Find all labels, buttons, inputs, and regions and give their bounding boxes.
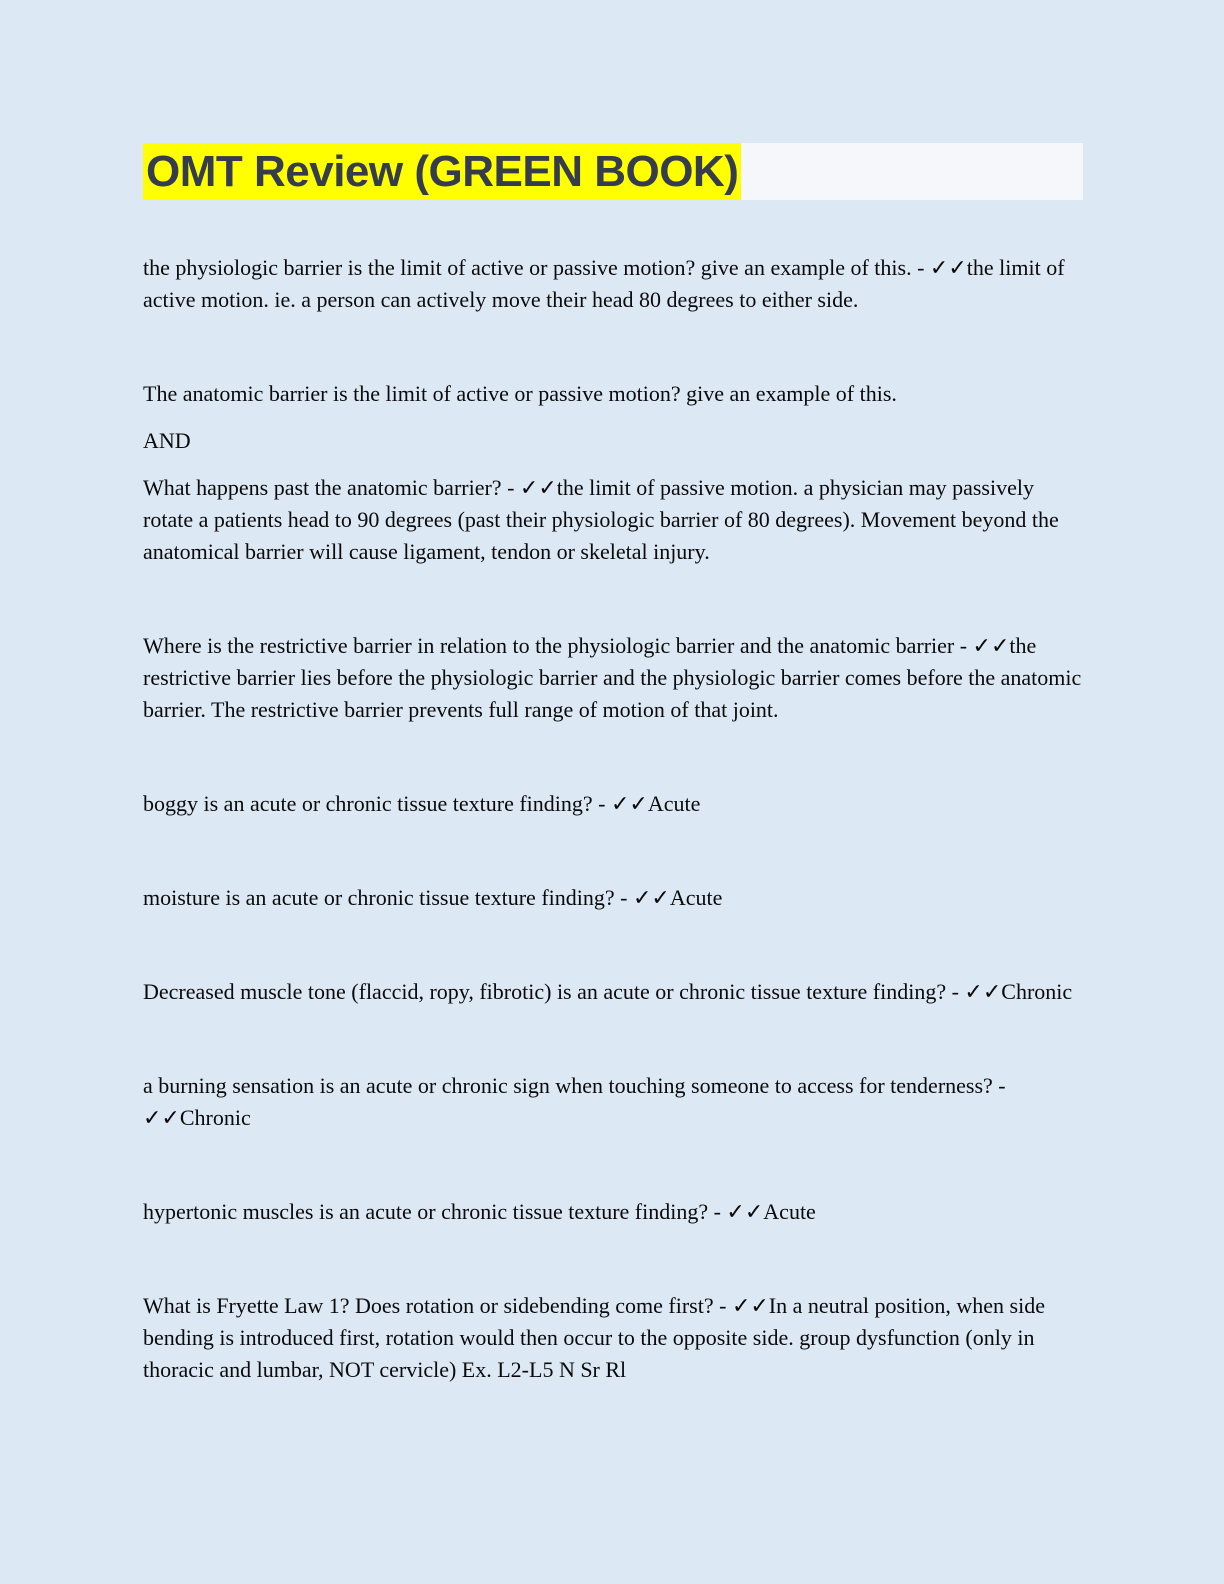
page-title: OMT Review (GREEN BOOK) [146,147,739,196]
qa-block [143,1070,1083,1134]
qa-block [143,882,1083,914]
qa-block [143,1290,1083,1386]
qa-block [143,378,1083,568]
qa-paragraph: What is Fryette Law 1? Does rotation or sidebending come first? - ✓✓In a neutral position, when side bending is introduced first, rotation would then occur to the opposite side. group dysfunction (only in thoracic and lumbar, NOT cervicle) Ex. L2-L5 N Sr Rl [143,1293,1045,1382]
qa-paragraph: moisture is an acute or chronic tissue texture finding? - ✓✓Acute [143,885,723,910]
qa-paragraph: boggy is an acute or chronic tissue texture finding? - ✓✓Acute [143,791,701,816]
qa-block [143,976,1083,1008]
qa-paragraph: Where is the restrictive barrier in relation to the physiologic barrier and the anatomic barrier - ✓✓the restrictive barrier lies before the physiologic barrier and the physiologic barrier comes before the anatomic barrier. The restrictive barrier prevents full range of motion of that joint. [143,633,1082,722]
qa-block [143,252,1083,316]
document-body [143,252,1083,1448]
qa-block [143,630,1083,726]
qa-paragraph: AND [143,428,191,453]
qa-paragraph: hypertonic muscles is an acute or chronic tissue texture finding? - ✓✓Acute [143,1199,816,1224]
qa-paragraph: The anatomic barrier is the limit of active or passive motion? give an example of this. [143,381,897,406]
qa-paragraph: What happens past the anatomic barrier? - ✓✓the limit of passive motion. a physician may passively rotate a patients head to 90 degrees (past their physiologic barrier of 80 degrees). Movement beyond the anatomical barrier will cause ligament, tendon or skeletal injury. [143,475,1059,564]
qa-block [143,1196,1083,1228]
qa-paragraph: a burning sensation is an acute or chronic sign when touching someone to access for tenderness? - ✓✓Chronic [143,1073,1006,1130]
qa-paragraph: Decreased muscle tone (flaccid, ropy, fibrotic) is an acute or chronic tissue texture finding? - ✓✓Chronic [143,979,1073,1004]
qa-paragraph: the physiologic barrier is the limit of active or passive motion? give an example of this. - ✓✓the limit of active motion. ie. a person can actively move their head 80 degrees to either side. [143,255,1065,312]
qa-block [143,788,1083,820]
title-bar [143,143,1083,200]
title-highlight [143,143,741,200]
